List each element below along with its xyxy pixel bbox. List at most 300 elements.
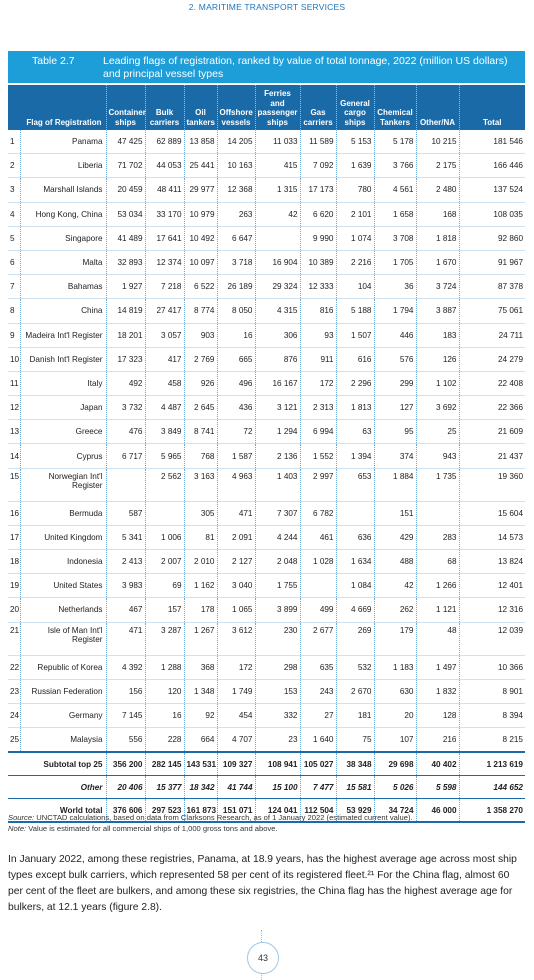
value-cell: 1 102 bbox=[416, 371, 459, 395]
value-cell: 243 bbox=[300, 679, 336, 703]
value-cell: 10 097 bbox=[184, 250, 217, 274]
summary-value: 105 027 bbox=[300, 752, 336, 776]
value-cell: 576 bbox=[374, 347, 416, 371]
value-cell: 183 bbox=[416, 323, 459, 347]
value-cell: 6 620 bbox=[300, 202, 336, 226]
value-cell: 47 425 bbox=[106, 130, 145, 154]
rank-cell: 9 bbox=[8, 323, 20, 347]
value-cell: 780 bbox=[336, 178, 374, 202]
flag-cell: China bbox=[20, 299, 106, 323]
value-cell: 8 741 bbox=[184, 420, 217, 444]
value-cell: 4 487 bbox=[145, 396, 184, 420]
value-cell: 72 bbox=[217, 420, 255, 444]
value-cell: 454 bbox=[217, 703, 255, 727]
value-cell: 6 994 bbox=[300, 420, 336, 444]
value-cell: 476 bbox=[106, 420, 145, 444]
summary-value: 40 402 bbox=[416, 752, 459, 776]
value-cell: 4 244 bbox=[255, 525, 300, 549]
table-row bbox=[8, 598, 525, 622]
value-cell: 93 bbox=[300, 323, 336, 347]
value-cell: 1 670 bbox=[416, 250, 459, 274]
column-header: Ferries and passenger ships bbox=[255, 85, 300, 130]
flag-cell: Germany bbox=[20, 703, 106, 727]
body-paragraph: In January 2022, among these registries, Panama, at 18.9 years, has the highest average age across most ship types except bulk carriers, which represented 58 per cent of its registered fleet.²¹ For the China flag, almost 60 per cent of the fleet are bulkers, and among these six registries, the China flag has the highest average age for bulkers, at 12.1 years (figure 2.8). bbox=[8, 854, 517, 913]
value-cell: 911 bbox=[300, 347, 336, 371]
value-cell: 2 562 bbox=[145, 468, 184, 501]
value-cell: 1 162 bbox=[184, 574, 217, 598]
value-cell: 24 279 bbox=[459, 347, 525, 371]
value-cell: 262 bbox=[374, 598, 416, 622]
value-cell: 25 441 bbox=[184, 154, 217, 178]
table-row bbox=[8, 396, 525, 420]
rank-cell: 15 bbox=[8, 468, 20, 501]
summary-value: 5 026 bbox=[374, 776, 416, 799]
summary-value: 53 929 bbox=[336, 799, 374, 823]
column-header: Other/NA bbox=[416, 85, 459, 130]
value-cell: 1 497 bbox=[416, 655, 459, 679]
value-cell bbox=[106, 468, 145, 501]
table-header-row bbox=[8, 85, 525, 130]
value-cell: 92 860 bbox=[459, 226, 525, 250]
value-cell: 48 411 bbox=[145, 178, 184, 202]
value-cell: 230 bbox=[255, 622, 300, 655]
value-cell: 636 bbox=[336, 525, 374, 549]
table-row bbox=[8, 299, 525, 323]
flag-cell: Liberia bbox=[20, 154, 106, 178]
value-cell: 179 bbox=[374, 622, 416, 655]
value-cell: 6 782 bbox=[300, 501, 336, 525]
flag-cell: Bermuda bbox=[20, 501, 106, 525]
rank-cell: 23 bbox=[8, 679, 20, 703]
value-cell: 14 205 bbox=[217, 130, 255, 154]
value-cell: 8 901 bbox=[459, 679, 525, 703]
value-cell: 1 507 bbox=[336, 323, 374, 347]
value-cell: 41 489 bbox=[106, 226, 145, 250]
value-cell: 32 893 bbox=[106, 250, 145, 274]
value-cell: 92 bbox=[184, 703, 217, 727]
value-cell: 27 417 bbox=[145, 299, 184, 323]
summary-label: Other bbox=[8, 776, 106, 799]
source-line bbox=[8, 812, 525, 823]
value-cell: 3 732 bbox=[106, 396, 145, 420]
table-row bbox=[8, 525, 525, 549]
value-cell: 107 bbox=[374, 728, 416, 753]
table-row bbox=[8, 622, 525, 655]
value-cell: 926 bbox=[184, 371, 217, 395]
value-cell: 10 979 bbox=[184, 202, 217, 226]
summary-label: Subtotal top 25 bbox=[8, 752, 106, 776]
value-cell: 8 050 bbox=[217, 299, 255, 323]
table-row bbox=[8, 550, 525, 574]
value-cell: 768 bbox=[184, 444, 217, 468]
value-cell: 2 413 bbox=[106, 550, 145, 574]
value-cell: 20 459 bbox=[106, 178, 145, 202]
value-cell: 4 561 bbox=[374, 178, 416, 202]
value-cell: 467 bbox=[106, 598, 145, 622]
value-cell: 3 692 bbox=[416, 396, 459, 420]
value-cell: 10 492 bbox=[184, 226, 217, 250]
flag-cell: Italy bbox=[20, 371, 106, 395]
value-cell: 12 039 bbox=[459, 622, 525, 655]
rank-cell: 11 bbox=[8, 371, 20, 395]
table-row bbox=[8, 250, 525, 274]
summary-value: 7 477 bbox=[300, 776, 336, 799]
flag-cell: Norwegian Int'l Register bbox=[20, 468, 106, 501]
value-cell: 4 315 bbox=[255, 299, 300, 323]
table-number: Table 2.7 bbox=[32, 55, 75, 67]
value-cell: 269 bbox=[336, 622, 374, 655]
value-cell: 1 183 bbox=[374, 655, 416, 679]
value-cell: 16 167 bbox=[255, 371, 300, 395]
column-header: Chemical Tankers bbox=[374, 85, 416, 130]
rank-cell: 20 bbox=[8, 598, 20, 622]
value-cell: 1 705 bbox=[374, 250, 416, 274]
value-cell: 7 092 bbox=[300, 154, 336, 178]
value-cell: 22 366 bbox=[459, 396, 525, 420]
value-cell: 33 170 bbox=[145, 202, 184, 226]
value-cell: 903 bbox=[184, 323, 217, 347]
value-cell: 1 587 bbox=[217, 444, 255, 468]
value-cell: 1 074 bbox=[336, 226, 374, 250]
rank-cell: 6 bbox=[8, 250, 20, 274]
table-notes bbox=[8, 812, 525, 834]
summary-value: 34 724 bbox=[374, 799, 416, 823]
summary-value: 5 598 bbox=[416, 776, 459, 799]
value-cell: 415 bbox=[255, 154, 300, 178]
column-header: Bulk carriers bbox=[145, 85, 184, 130]
value-cell: 2 997 bbox=[300, 468, 336, 501]
value-cell: 3 163 bbox=[184, 468, 217, 501]
summary-value: 29 698 bbox=[374, 752, 416, 776]
value-cell: 44 053 bbox=[145, 154, 184, 178]
value-cell: 488 bbox=[374, 550, 416, 574]
value-cell: 1 121 bbox=[416, 598, 459, 622]
value-cell: 299 bbox=[374, 371, 416, 395]
value-cell: 665 bbox=[217, 347, 255, 371]
flag-cell: United States bbox=[20, 574, 106, 598]
column-header: Offshore vessels bbox=[217, 85, 255, 130]
value-cell: 4 963 bbox=[217, 468, 255, 501]
value-cell: 3 724 bbox=[416, 275, 459, 299]
summary-value: 20 406 bbox=[106, 776, 145, 799]
summary-row bbox=[8, 752, 525, 776]
value-cell bbox=[300, 574, 336, 598]
value-cell: 1 832 bbox=[416, 679, 459, 703]
flag-cell: Panama bbox=[20, 130, 106, 154]
rank-cell: 21 bbox=[8, 622, 20, 655]
flag-cell: Russian Federation bbox=[20, 679, 106, 703]
value-cell: 458 bbox=[145, 371, 184, 395]
value-cell: 216 bbox=[416, 728, 459, 753]
value-cell: 876 bbox=[255, 347, 300, 371]
page-number: 43 bbox=[247, 942, 279, 974]
value-cell: 25 bbox=[416, 420, 459, 444]
table-row bbox=[8, 655, 525, 679]
value-cell: 8 774 bbox=[184, 299, 217, 323]
value-cell: 3 708 bbox=[374, 226, 416, 250]
value-cell: 2 216 bbox=[336, 250, 374, 274]
note-text: Value is estimated for all commercial ships of 1,000 gross tons and above. bbox=[28, 824, 278, 833]
value-cell: 2 101 bbox=[336, 202, 374, 226]
value-cell: 42 bbox=[255, 202, 300, 226]
value-cell: 21 437 bbox=[459, 444, 525, 468]
value-cell: 6 522 bbox=[184, 275, 217, 299]
value-cell: 168 bbox=[416, 202, 459, 226]
rank-cell: 25 bbox=[8, 728, 20, 753]
value-cell: 664 bbox=[184, 728, 217, 753]
value-cell: 10 215 bbox=[416, 130, 459, 154]
value-cell: 120 bbox=[145, 679, 184, 703]
source-label: Source: bbox=[8, 813, 35, 822]
value-cell: 16 904 bbox=[255, 250, 300, 274]
summary-value: 15 100 bbox=[255, 776, 300, 799]
value-cell: 126 bbox=[416, 347, 459, 371]
rank-cell: 3 bbox=[8, 178, 20, 202]
value-cell: 429 bbox=[374, 525, 416, 549]
summary-value: 15 581 bbox=[336, 776, 374, 799]
value-cell: 417 bbox=[145, 347, 184, 371]
value-cell: 29 324 bbox=[255, 275, 300, 299]
value-cell bbox=[416, 501, 459, 525]
value-cell: 635 bbox=[300, 655, 336, 679]
value-cell: 1 639 bbox=[336, 154, 374, 178]
value-cell: 298 bbox=[255, 655, 300, 679]
flag-cell: Danish Int'l Register bbox=[20, 347, 106, 371]
value-cell: 2 645 bbox=[184, 396, 217, 420]
rank-cell: 17 bbox=[8, 525, 20, 549]
value-cell: 11 589 bbox=[300, 130, 336, 154]
flag-cell: Cyprus bbox=[20, 444, 106, 468]
value-cell: 153 bbox=[255, 679, 300, 703]
value-cell: 29 977 bbox=[184, 178, 217, 202]
value-cell: 1 735 bbox=[416, 468, 459, 501]
table-row bbox=[8, 226, 525, 250]
summary-value: 297 523 bbox=[145, 799, 184, 823]
value-cell: 4 669 bbox=[336, 598, 374, 622]
table-row bbox=[8, 679, 525, 703]
value-cell: 446 bbox=[374, 323, 416, 347]
value-cell: 5 341 bbox=[106, 525, 145, 549]
summary-value: 161 873 bbox=[184, 799, 217, 823]
summary-row bbox=[8, 776, 525, 799]
value-cell: 91 967 bbox=[459, 250, 525, 274]
value-cell: 4 392 bbox=[106, 655, 145, 679]
value-cell: 1 028 bbox=[300, 550, 336, 574]
value-cell: 532 bbox=[336, 655, 374, 679]
value-cell: 178 bbox=[184, 598, 217, 622]
value-cell: 156 bbox=[106, 679, 145, 703]
value-cell: 1 884 bbox=[374, 468, 416, 501]
table-row bbox=[8, 420, 525, 444]
flag-cell: Malaysia bbox=[20, 728, 106, 753]
value-cell: 496 bbox=[217, 371, 255, 395]
value-cell: 21 609 bbox=[459, 420, 525, 444]
value-cell: 263 bbox=[217, 202, 255, 226]
value-cell: 2 048 bbox=[255, 550, 300, 574]
value-cell: 10 366 bbox=[459, 655, 525, 679]
value-cell: 181 546 bbox=[459, 130, 525, 154]
flag-cell: Republic of Korea bbox=[20, 655, 106, 679]
value-cell: 556 bbox=[106, 728, 145, 753]
value-cell: 1 640 bbox=[300, 728, 336, 753]
flag-cell: Indonesia bbox=[20, 550, 106, 574]
value-cell: 1 794 bbox=[374, 299, 416, 323]
value-cell: 13 858 bbox=[184, 130, 217, 154]
rank-cell: 1 bbox=[8, 130, 20, 154]
value-cell: 128 bbox=[416, 703, 459, 727]
flag-cell: Netherlands bbox=[20, 598, 106, 622]
value-cell: 71 702 bbox=[106, 154, 145, 178]
value-cell: 24 711 bbox=[459, 323, 525, 347]
value-cell: 1 749 bbox=[217, 679, 255, 703]
value-cell: 5 965 bbox=[145, 444, 184, 468]
value-cell: 7 307 bbox=[255, 501, 300, 525]
rank-cell: 24 bbox=[8, 703, 20, 727]
rank-cell: 12 bbox=[8, 396, 20, 420]
table-row bbox=[8, 202, 525, 226]
flag-cell: Greece bbox=[20, 420, 106, 444]
value-cell: 1 266 bbox=[416, 574, 459, 598]
value-cell: 1 288 bbox=[145, 655, 184, 679]
value-cell: 2 007 bbox=[145, 550, 184, 574]
table-row bbox=[8, 728, 525, 753]
value-cell: 436 bbox=[217, 396, 255, 420]
value-cell: 1 267 bbox=[184, 622, 217, 655]
flag-cell: Bahamas bbox=[20, 275, 106, 299]
table-row bbox=[8, 178, 525, 202]
value-cell: 3 983 bbox=[106, 574, 145, 598]
flags-table bbox=[8, 85, 525, 823]
value-cell: 1 403 bbox=[255, 468, 300, 501]
summary-value: 112 504 bbox=[300, 799, 336, 823]
column-header: Total bbox=[459, 85, 525, 130]
value-cell: 172 bbox=[300, 371, 336, 395]
value-cell: 492 bbox=[106, 371, 145, 395]
value-cell: 17 641 bbox=[145, 226, 184, 250]
summary-value: 109 327 bbox=[217, 752, 255, 776]
value-cell: 3 849 bbox=[145, 420, 184, 444]
table-row bbox=[8, 501, 525, 525]
flag-cell: Hong Kong, China bbox=[20, 202, 106, 226]
value-cell: 332 bbox=[255, 703, 300, 727]
value-cell: 12 368 bbox=[217, 178, 255, 202]
value-cell: 3 899 bbox=[255, 598, 300, 622]
value-cell: 283 bbox=[416, 525, 459, 549]
value-cell bbox=[255, 226, 300, 250]
value-cell: 305 bbox=[184, 501, 217, 525]
value-cell: 1 552 bbox=[300, 444, 336, 468]
value-cell: 374 bbox=[374, 444, 416, 468]
flag-cell: Japan bbox=[20, 396, 106, 420]
value-cell: 17 173 bbox=[300, 178, 336, 202]
value-cell: 13 824 bbox=[459, 550, 525, 574]
rank-cell: 2 bbox=[8, 154, 20, 178]
value-cell: 48 bbox=[416, 622, 459, 655]
value-cell: 23 bbox=[255, 728, 300, 753]
table-row bbox=[8, 468, 525, 501]
value-cell: 63 bbox=[336, 420, 374, 444]
value-cell: 104 bbox=[336, 275, 374, 299]
value-cell: 2 677 bbox=[300, 622, 336, 655]
column-header: General cargo ships bbox=[336, 85, 374, 130]
value-cell: 653 bbox=[336, 468, 374, 501]
value-cell: 2 136 bbox=[255, 444, 300, 468]
value-cell: 1 315 bbox=[255, 178, 300, 202]
value-cell: 3 121 bbox=[255, 396, 300, 420]
rank-cell: 13 bbox=[8, 420, 20, 444]
value-cell: 14 819 bbox=[106, 299, 145, 323]
value-cell: 151 bbox=[374, 501, 416, 525]
table-row bbox=[8, 154, 525, 178]
value-cell: 87 378 bbox=[459, 275, 525, 299]
value-cell: 1 394 bbox=[336, 444, 374, 468]
flag-cell: Isle of Man Int'l Register bbox=[20, 622, 106, 655]
value-cell: 306 bbox=[255, 323, 300, 347]
value-cell: 42 bbox=[374, 574, 416, 598]
value-cell: 18 201 bbox=[106, 323, 145, 347]
column-header: Container ships bbox=[106, 85, 145, 130]
value-cell: 368 bbox=[184, 655, 217, 679]
table-row bbox=[8, 703, 525, 727]
value-cell: 228 bbox=[145, 728, 184, 753]
table-row bbox=[8, 444, 525, 468]
value-cell: 22 408 bbox=[459, 371, 525, 395]
summary-value: 18 342 bbox=[184, 776, 217, 799]
value-cell: 16 bbox=[145, 703, 184, 727]
value-cell: 587 bbox=[106, 501, 145, 525]
value-cell: 12 401 bbox=[459, 574, 525, 598]
value-cell: 1 755 bbox=[255, 574, 300, 598]
value-cell: 471 bbox=[106, 622, 145, 655]
summary-value: 376 606 bbox=[106, 799, 145, 823]
value-cell: 10 163 bbox=[217, 154, 255, 178]
value-cell: 6 717 bbox=[106, 444, 145, 468]
column-header: Gas carriers bbox=[300, 85, 336, 130]
value-cell: 3 766 bbox=[374, 154, 416, 178]
value-cell: 1 634 bbox=[336, 550, 374, 574]
rank-cell: 5 bbox=[8, 226, 20, 250]
column-header: Flag of Registration bbox=[8, 85, 106, 130]
value-cell: 8 394 bbox=[459, 703, 525, 727]
table-row bbox=[8, 371, 525, 395]
value-cell: 1 658 bbox=[374, 202, 416, 226]
source-text: UNCTAD calculations, based on data from Clarksons Research, as of 1 January 2022 (estimated current value). bbox=[36, 813, 413, 822]
table-row bbox=[8, 347, 525, 371]
value-cell: 16 bbox=[217, 323, 255, 347]
value-cell: 2 769 bbox=[184, 347, 217, 371]
value-cell: 2 127 bbox=[217, 550, 255, 574]
summary-value: 46 000 bbox=[416, 799, 459, 823]
summary-value: 144 652 bbox=[459, 776, 525, 799]
value-cell: 3 040 bbox=[217, 574, 255, 598]
column-header: Oil tankers bbox=[184, 85, 217, 130]
value-cell: 2 480 bbox=[416, 178, 459, 202]
summary-value: 1 213 619 bbox=[459, 752, 525, 776]
rank-cell: 4 bbox=[8, 202, 20, 226]
value-cell: 62 889 bbox=[145, 130, 184, 154]
value-cell: 12 333 bbox=[300, 275, 336, 299]
value-cell: 53 034 bbox=[106, 202, 145, 226]
rank-cell: 14 bbox=[8, 444, 20, 468]
value-cell: 4 707 bbox=[217, 728, 255, 753]
summary-value: 356 200 bbox=[106, 752, 145, 776]
value-cell: 14 573 bbox=[459, 525, 525, 549]
summary-value: 15 377 bbox=[145, 776, 184, 799]
table-body bbox=[8, 130, 525, 822]
value-cell: 127 bbox=[374, 396, 416, 420]
value-cell bbox=[145, 501, 184, 525]
value-cell: 2 670 bbox=[336, 679, 374, 703]
